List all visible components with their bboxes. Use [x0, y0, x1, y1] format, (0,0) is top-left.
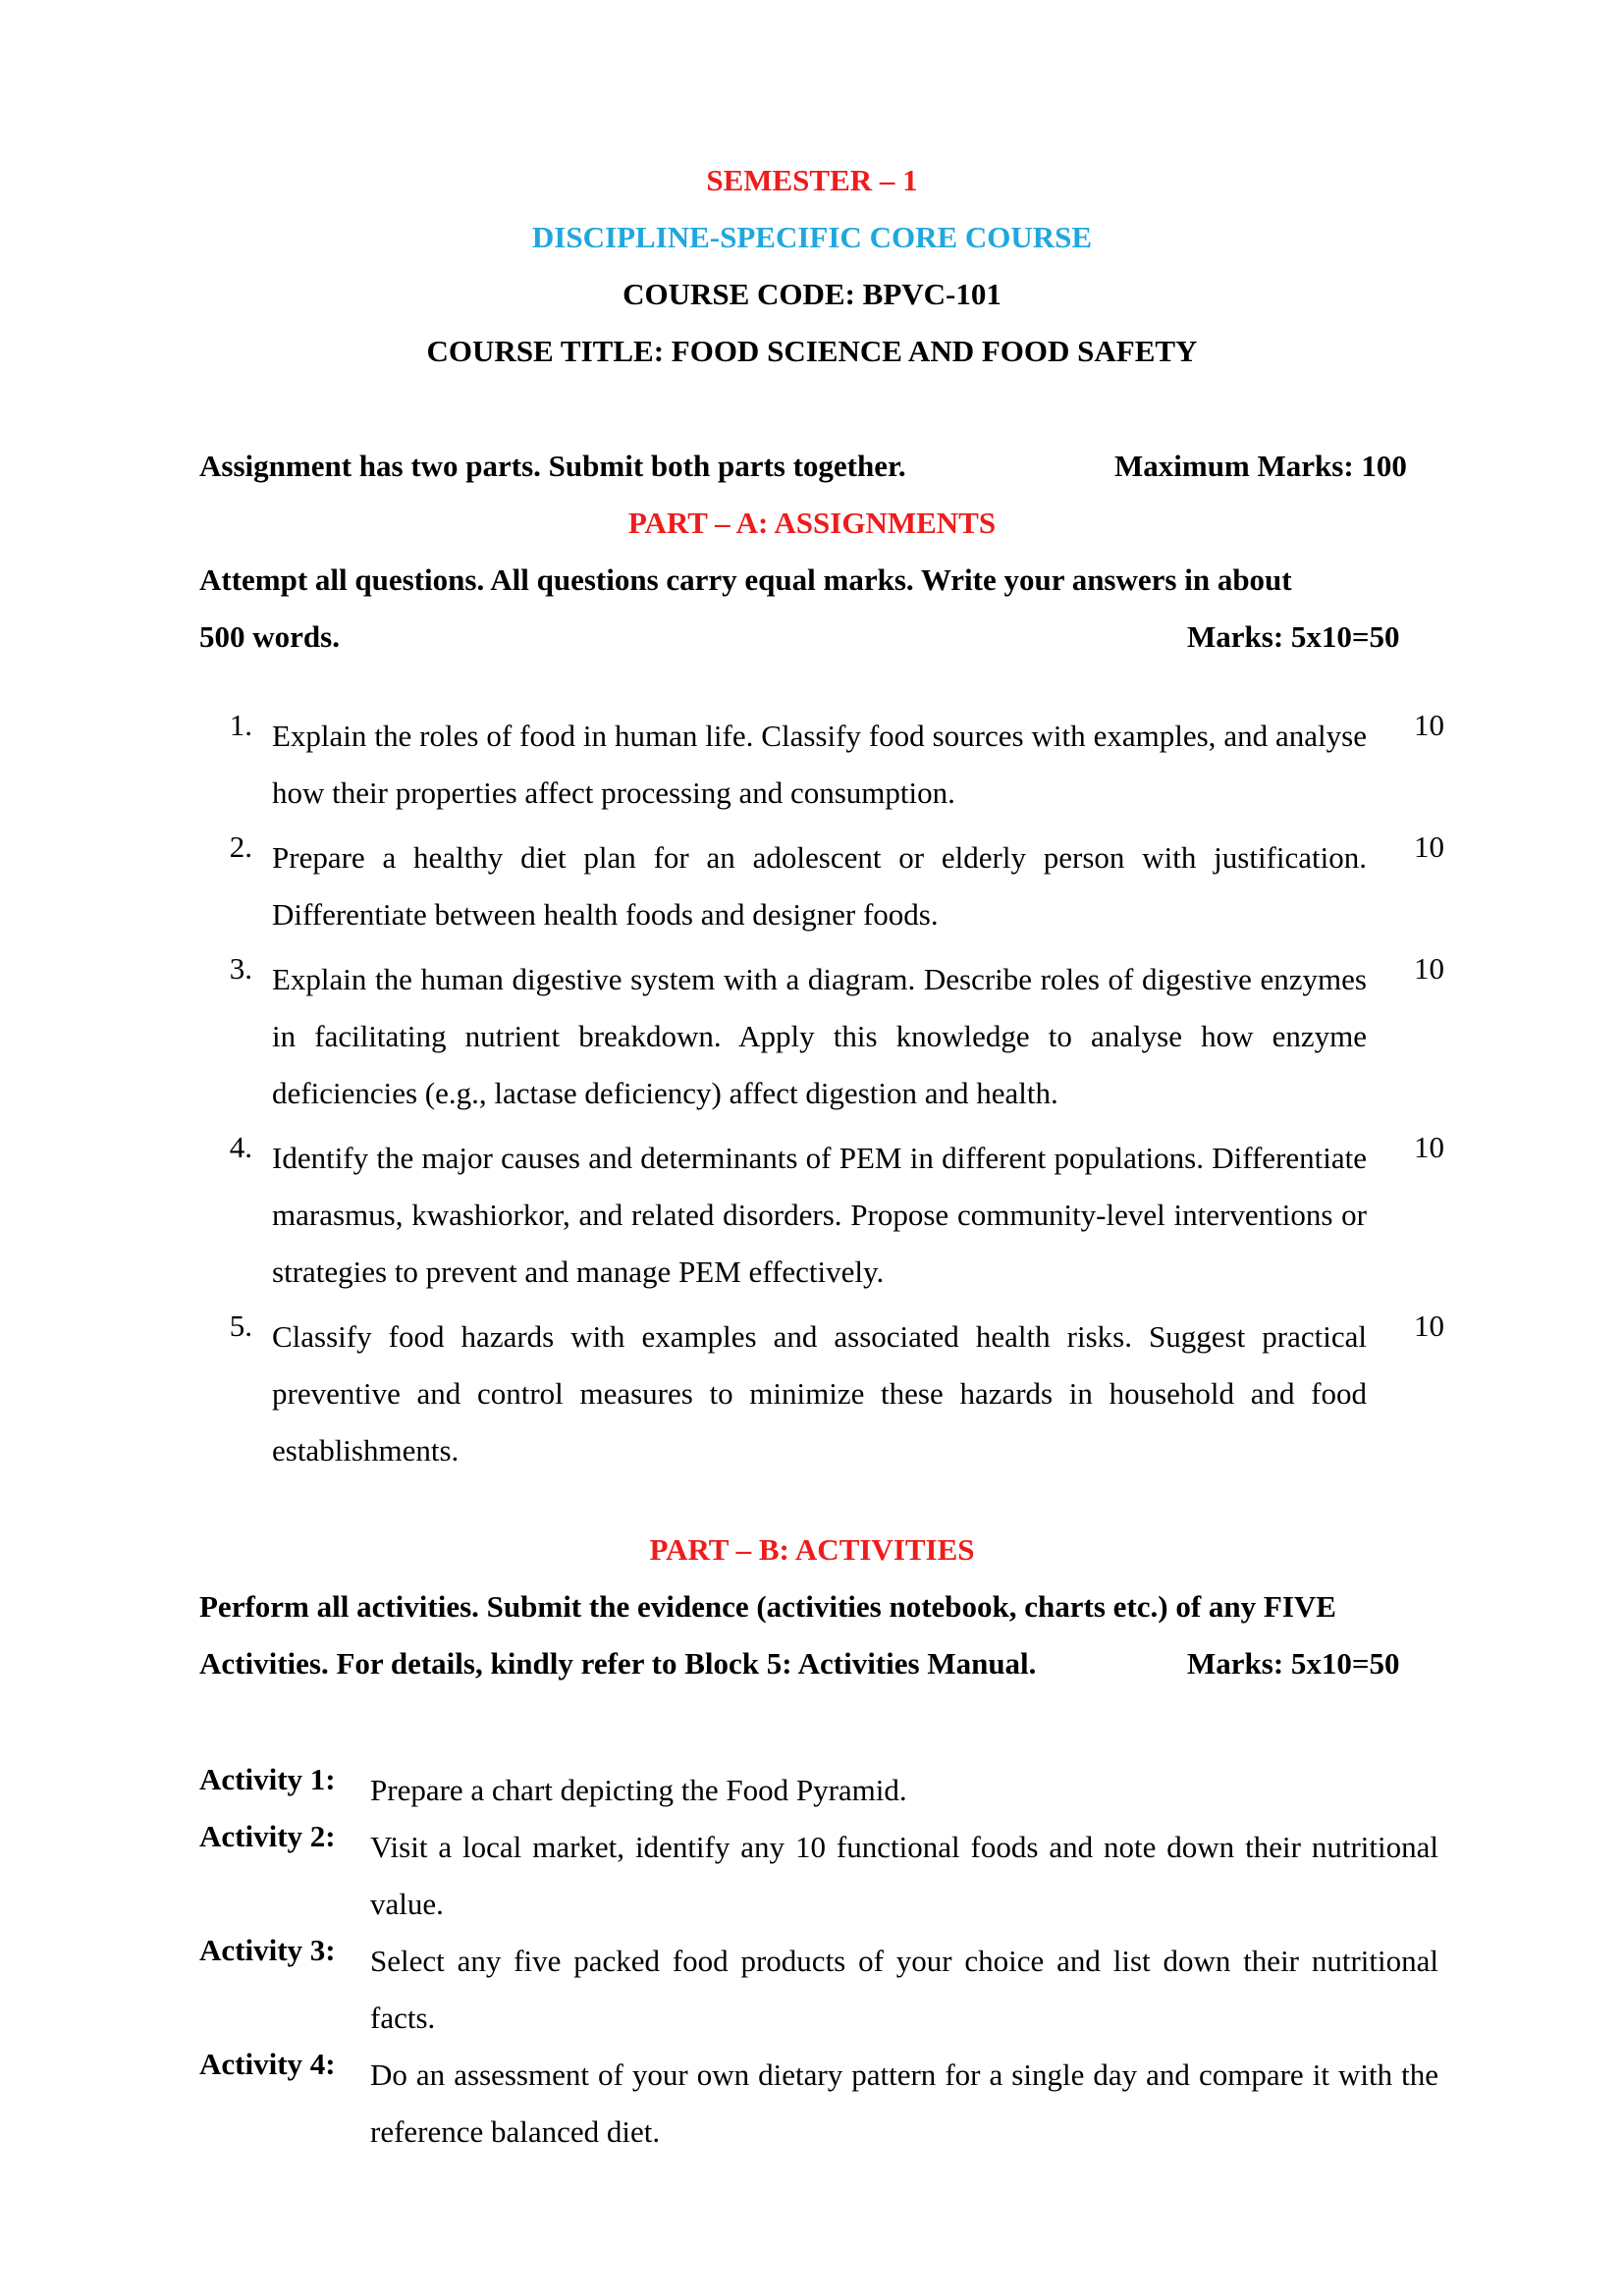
course-code-heading: COURSE CODE: BPVC-101: [623, 277, 1001, 311]
course-title-heading: COURSE TITLE: FOOD SCIENCE AND FOOD SAFETY: [426, 334, 1198, 368]
semester-heading: SEMESTER – 1: [706, 163, 918, 197]
part-a-marks: Marks: 5x10=50: [1187, 619, 1400, 654]
question-text: Explain the human digestive system with a diagram. Describe roles of digestive enzymes in facilitating nutrient breakdown. Apply this knowledge to analyse how enzyme deficiencies (e.g., lactase deficiency) affect digestion and health.: [272, 962, 1367, 1110]
activity-text: Select any five packed food products of your choice and list down their nutritional facts.: [370, 1944, 1438, 2035]
question-number: 4.: [229, 1130, 252, 1164]
question-number: 2.: [229, 829, 252, 864]
part-a-title: PART – A: ASSIGNMENTS: [627, 506, 997, 540]
max-marks: Maximum Marks: 100: [1114, 449, 1407, 483]
question-text: Explain the roles of food in human life. Classify food sources with examples, and analyse how their properties affect processing and consumption.: [272, 719, 1367, 810]
intro-text: Assignment has two parts. Submit both parts together.: [199, 449, 906, 483]
activity-label: Activity 1:: [199, 1762, 336, 1796]
part-b-title: PART – B: ACTIVITIES: [649, 1532, 975, 1567]
activity-label: Activity 3:: [199, 1933, 336, 1967]
question-marks: 10: [1414, 708, 1444, 742]
question-number: 3.: [229, 951, 252, 986]
activity-label: Activity 4:: [199, 2047, 336, 2081]
part-a-instructions-line2: 500 words.: [199, 619, 340, 654]
part-b-instructions-line1: Perform all activities. Submit the evidence (activities notebook, charts etc.) of any FIVE: [199, 1589, 1336, 1624]
part-b-instructions-line2: Activities. For details, kindly refer to Block 5: Activities Manual.: [199, 1646, 1037, 1681]
question-number: 1.: [229, 708, 252, 742]
activity-text: Visit a local market, identify any 10 functional foods and note down their nutritional value.: [370, 1830, 1438, 1921]
question-marks: 10: [1414, 829, 1444, 864]
question-text: Classify food hazards with examples and associated health risks. Suggest practical preventive and control measures to minimize these hazards in household and food establishments.: [272, 1319, 1367, 1468]
question-marks: 10: [1414, 1130, 1444, 1164]
activity-text: Prepare a chart depicting the Food Pyramid.: [370, 1773, 907, 1807]
part-a-instructions-line1: Attempt all questions. All questions carry equal marks. Write your answers in about: [199, 562, 1292, 597]
question-text: Identify the major causes and determinants of PEM in different populations. Differentiate marasmus, kwashiorkor, and related disorders. Propose community-level interventions or strategies to prevent and manage PEM effectively.: [272, 1141, 1367, 1289]
course-type-heading: DISCIPLINE-SPECIFIC CORE COURSE: [531, 220, 1093, 254]
part-b-marks: Marks: 5x10=50: [1187, 1646, 1400, 1681]
question-number: 5.: [229, 1308, 252, 1343]
question-marks: 10: [1414, 1308, 1444, 1343]
activity-text: Do an assessment of your own dietary pattern for a single day and compare it with the reference balanced diet.: [370, 2057, 1438, 2149]
question-text: Prepare a healthy diet plan for an adolescent or elderly person with justification. Differentiate between health foods and designer foods.: [272, 840, 1367, 932]
question-marks: 10: [1414, 951, 1444, 986]
activity-label: Activity 2:: [199, 1819, 336, 1853]
